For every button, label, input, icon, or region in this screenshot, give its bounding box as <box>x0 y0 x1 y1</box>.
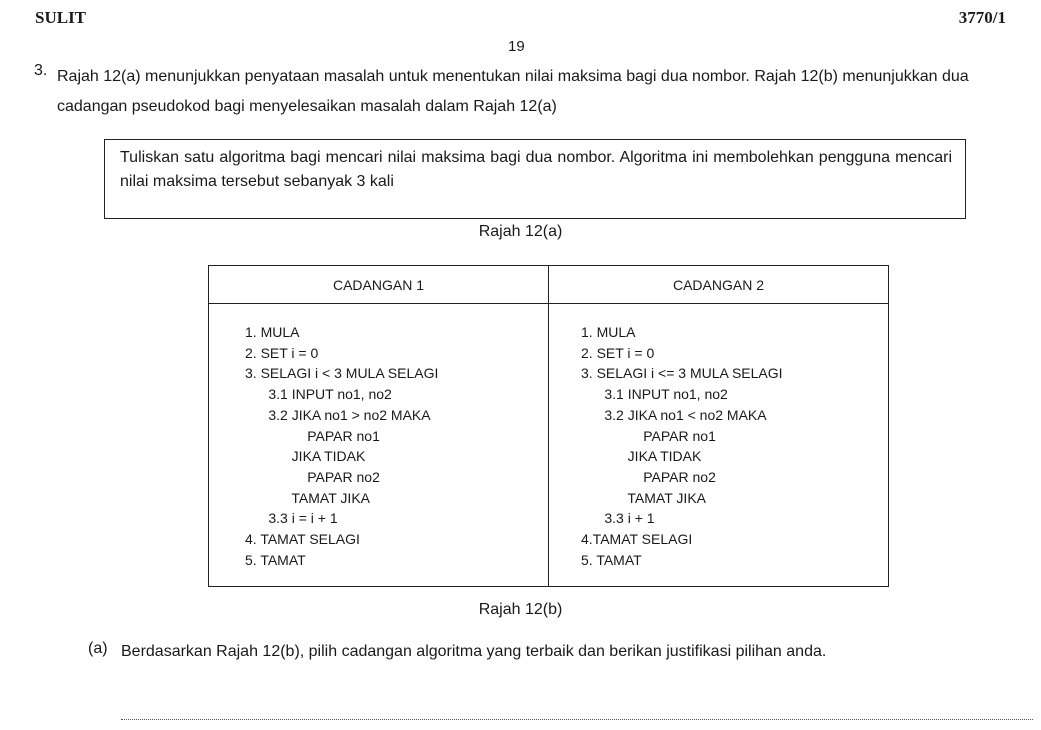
code-line: TAMAT JIKA <box>581 489 706 506</box>
code-line: PAPAR no1 <box>581 427 716 444</box>
code-line: JIKA TIDAK <box>245 448 366 465</box>
code-line: 2. SET i = 0 <box>581 344 655 361</box>
code-line: 4.TAMAT SELAGI <box>581 531 693 548</box>
code-line: 3. SELAGI i <= 3 MULA SELAGI <box>581 365 783 382</box>
pseudocode-proposals-table <box>208 265 889 587</box>
code-line: PAPAR no2 <box>245 468 380 485</box>
code-line: 4. TAMAT SELAGI <box>245 531 360 548</box>
code-line: PAPAR no2 <box>581 468 716 485</box>
code-line: 3.3 i = i + 1 <box>245 510 338 527</box>
question-number: 3. <box>34 62 48 79</box>
code-line: 3.2 JIKA no1 < no2 MAKA <box>581 406 767 423</box>
code-line: 1. MULA <box>245 324 300 340</box>
question-text: Rajah 12(a) menunjukkan penyataan masalah untuk menentukan nilai maksima bagi dua nombor. Rajah 12(b) menunjukkan dua cadangan pseudokod bagi menyelesaikan masalah dalam Rajah 12(a) <box>57 68 969 115</box>
code-line: 3.3 i + 1 <box>581 510 655 527</box>
code-line: PAPAR no1 <box>245 427 380 444</box>
code-line: 1. MULA <box>581 324 636 340</box>
problem-statement-text: Tuliskan satu algoritma bagi mencari nilai maksima bagi dua nombor. Algoritma ini membolehkan pengguna mencari nilai maksima tersebut sebanyak 3 kali <box>120 149 952 190</box>
code-line: 3. SELAGI i < 3 MULA SELAGI <box>245 365 439 382</box>
proposal-1-header: CADANGAN 1 <box>209 266 549 304</box>
figure-12b-caption: Rajah 12(b) <box>478 601 563 618</box>
code-line: 3.1 INPUT no1, no2 <box>245 386 392 403</box>
code-line: JIKA TIDAK <box>581 448 702 465</box>
sub-question-label: (a) <box>88 640 108 657</box>
answer-line[interactable] <box>121 719 1033 720</box>
figure-12a-caption: Rajah 12(a) <box>478 223 563 240</box>
header-sulit: SULIT <box>35 8 87 27</box>
code-line: TAMAT JIKA <box>245 489 370 506</box>
code-line: 3.1 INPUT no1, no2 <box>581 386 728 403</box>
code-line: 5. TAMAT <box>245 551 306 568</box>
sub-question-text: Berdasarkan Rajah 12(b), pilih cadangan algoritma yang terbaik dan berikan justifikasi pilihan anda. <box>121 643 827 660</box>
proposal-2-pseudocode <box>549 304 889 587</box>
proposal-1-pseudocode <box>209 304 549 587</box>
code-line: 5. TAMAT <box>581 551 642 568</box>
header-paper-code: 3770/1 <box>958 8 1006 27</box>
problem-statement-box <box>104 139 966 219</box>
page-number: 19 <box>508 38 525 55</box>
proposal-2-header: CADANGAN 2 <box>549 266 889 304</box>
code-line: 3.2 JIKA no1 > no2 MAKA <box>245 406 431 423</box>
code-line: 2. SET i = 0 <box>245 344 319 361</box>
